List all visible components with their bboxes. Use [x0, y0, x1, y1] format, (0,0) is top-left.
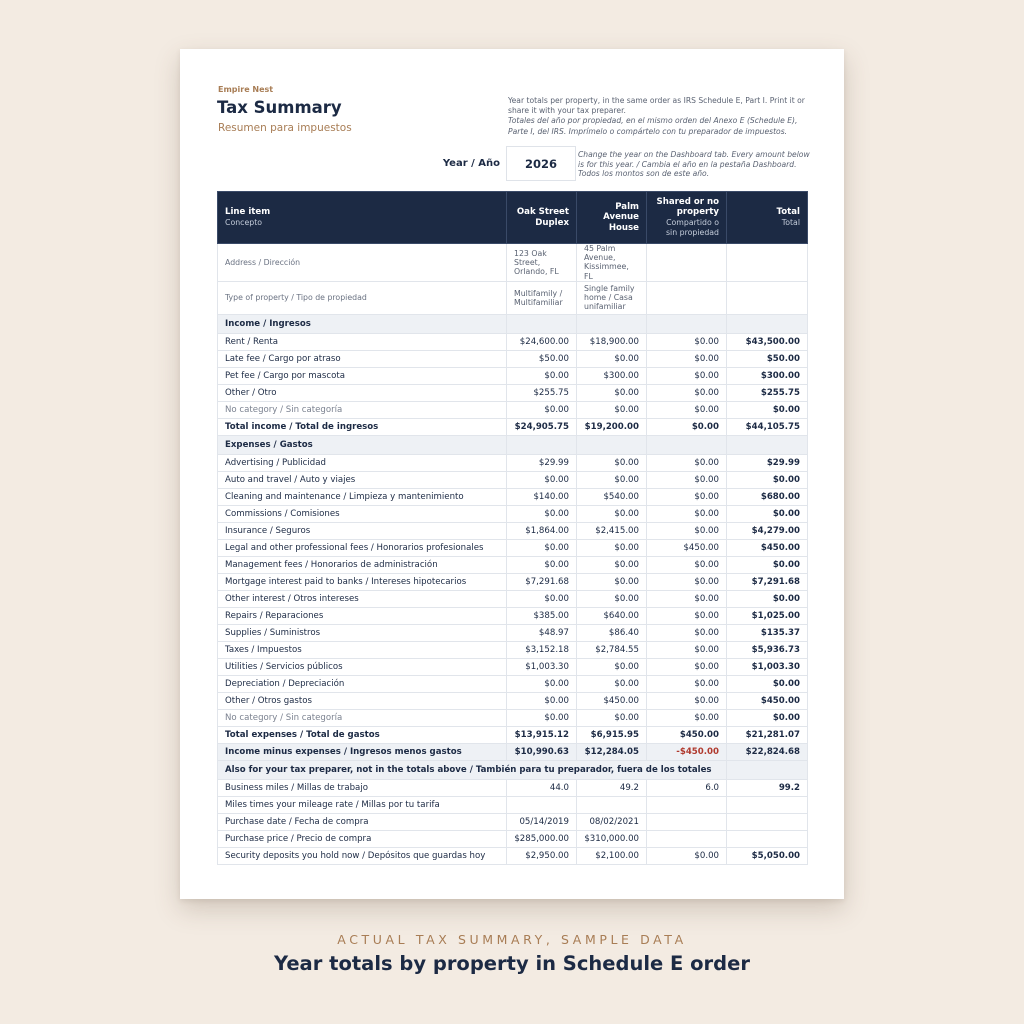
palm-avenue-value: $0.00: [577, 384, 647, 401]
brand-name: Empire Nest: [218, 85, 274, 94]
row-label: Supplies / Suministros: [218, 624, 507, 641]
year-value: 2026: [506, 146, 576, 181]
palm-avenue-value: $18,900.00: [577, 333, 647, 350]
shared-value: $0.00: [647, 454, 727, 471]
expense-row: [218, 675, 808, 692]
header-oak-street: [507, 192, 577, 244]
shared-value: $0.00: [647, 675, 727, 692]
header-sublabel: Total: [781, 217, 800, 227]
header-label: Palm Avenue House: [603, 201, 639, 233]
shared-value: $0.00: [647, 350, 727, 367]
shared-blank-cell: [647, 244, 727, 282]
oak-street-value: $0.00: [507, 539, 577, 556]
expense-row: [218, 454, 808, 471]
shared-blank-cell: [647, 281, 727, 314]
palm-avenue-value: $12,284.05: [577, 743, 647, 760]
total-value: $5,936.73: [727, 641, 808, 658]
header-line-item: [218, 192, 507, 244]
property-type-row: [218, 281, 808, 314]
oak-street-value: Multifamily / Multifamiliar: [507, 281, 577, 314]
expense-row: [218, 624, 808, 641]
income-row: [218, 384, 808, 401]
row-label: Purchase date / Fecha de compra: [218, 814, 507, 831]
row-label: No category / Sin categoría: [218, 709, 507, 726]
total-value: $44,105.75: [727, 418, 808, 435]
header-sublabel: Concepto: [225, 217, 263, 227]
shared-value: $0.00: [647, 692, 727, 709]
oak-street-value: $0.00: [507, 556, 577, 573]
palm-avenue-value: $0.00: [577, 471, 647, 488]
row-label: Legal and other professional fees / Honorarios profesionales: [218, 539, 507, 556]
total-value: $0.00: [727, 675, 808, 692]
expense-row: [218, 658, 808, 675]
palm-avenue-value: $0.00: [577, 454, 647, 471]
oak-street-value: $48.97: [507, 624, 577, 641]
total-value: $300.00: [727, 367, 808, 384]
intro-english: Year totals per property, in the same order as IRS Schedule E, Part I. Print it or share it with your tax preparer.: [508, 96, 805, 116]
row-label: Cleaning and maintenance / Limpieza y mantenimiento: [218, 488, 507, 505]
section-blank-cell: [727, 761, 808, 780]
preparer-extras-table: [217, 760, 808, 865]
shared-value: [647, 797, 727, 814]
palm-avenue-value: 45 Palm Avenue, Kissimmee, FL: [577, 244, 647, 282]
expense-row: [218, 709, 808, 726]
shared-value: $0.00: [647, 848, 727, 865]
oak-street-value: $0.00: [507, 471, 577, 488]
oak-street-value: $2,950.00: [507, 848, 577, 865]
section-blank-cell: [647, 435, 727, 454]
section-blank-cell: [577, 314, 647, 333]
oak-street-value: $0.00: [507, 401, 577, 418]
total-value: $29.99: [727, 454, 808, 471]
palm-avenue-value: $2,784.55: [577, 641, 647, 658]
footer-kicker: ACTUAL TAX SUMMARY, SAMPLE DATA: [337, 932, 687, 947]
row-label: Total income / Total de ingresos: [218, 418, 507, 435]
total-value: $0.00: [727, 471, 808, 488]
year-note: Change the year on the Dashboard tab. Every amount below is for this year. / Cambia el año en la pestaña Dashboard. Todos los montos son de este año.: [578, 150, 810, 179]
palm-avenue-value: $86.40: [577, 624, 647, 641]
section-blank-cell: [507, 314, 577, 333]
row-label: Type of property / Tipo de propiedad: [218, 281, 507, 314]
table-header-row: [218, 192, 808, 244]
section-blank-cell: [647, 314, 727, 333]
expense-row: [218, 471, 808, 488]
section-blank-cell: [577, 435, 647, 454]
palm-avenue-value: $300.00: [577, 367, 647, 384]
row-label: Auto and travel / Auto y viajes: [218, 471, 507, 488]
header-shared: [647, 192, 727, 244]
row-label: Late fee / Cargo por atraso: [218, 350, 507, 367]
header-label: Line item: [225, 207, 271, 217]
palm-avenue-value: Single family home / Casa unifamiliar: [577, 281, 647, 314]
shared-value: $0.00: [647, 709, 727, 726]
oak-street-value: $24,600.00: [507, 333, 577, 350]
palm-avenue-value: $6,915.95: [577, 726, 647, 743]
oak-street-value: $0.00: [507, 505, 577, 522]
oak-street-value: $7,291.68: [507, 573, 577, 590]
oak-street-value: 05/14/2019: [507, 814, 577, 831]
preparer-row: [218, 780, 808, 797]
expense-row: [218, 607, 808, 624]
oak-street-value: $0.00: [507, 692, 577, 709]
palm-avenue-value: $0.00: [577, 709, 647, 726]
income-row: [218, 401, 808, 418]
shared-value: $0.00: [647, 471, 727, 488]
shared-value: $0.00: [647, 658, 727, 675]
row-label: Total expenses / Total de gastos: [218, 726, 507, 743]
total-value: [727, 797, 808, 814]
palm-avenue-value: $0.00: [577, 556, 647, 573]
shared-value: $0.00: [647, 418, 727, 435]
oak-street-value: 44.0: [507, 780, 577, 797]
palm-avenue-value: $2,415.00: [577, 522, 647, 539]
row-label: Security deposits you hold now / Depósitos que guardas hoy: [218, 848, 507, 865]
intro-text: [508, 96, 810, 137]
total-value: $4,279.00: [727, 522, 808, 539]
oak-street-value: $0.00: [507, 590, 577, 607]
palm-avenue-value: [577, 797, 647, 814]
header-label: Shared or no property: [656, 196, 719, 217]
shared-value: -$450.00: [647, 743, 727, 760]
intro-spanish: Totales del año por propiedad, en el mismo orden del Anexo E (Schedule E), Parte I, del IRS. Imprímelo o compártelo con tu preparador de impuestos.: [508, 116, 798, 136]
expense-row: [218, 505, 808, 522]
row-label: Business miles / Millas de trabajo: [218, 780, 507, 797]
row-label: Commissions / Comisiones: [218, 505, 507, 522]
shared-value: $0.00: [647, 488, 727, 505]
oak-street-value: $3,152.18: [507, 641, 577, 658]
row-label: Income minus expenses / Ingresos menos gastos: [218, 743, 507, 760]
header-label: Oak Street Duplex: [516, 207, 569, 228]
palm-avenue-value: $540.00: [577, 488, 647, 505]
oak-street-value: $140.00: [507, 488, 577, 505]
total-value: $0.00: [727, 709, 808, 726]
oak-street-value: $0.00: [507, 367, 577, 384]
preparer-section-row: [218, 761, 808, 780]
section-blank-cell: [727, 435, 808, 454]
palm-avenue-value: $0.00: [577, 675, 647, 692]
oak-street-value: $285,000.00: [507, 831, 577, 848]
shared-value: [647, 831, 727, 848]
oak-street-value: 123 Oak Street, Orlando, FL: [507, 244, 577, 282]
oak-street-value: $0.00: [507, 709, 577, 726]
shared-value: [647, 814, 727, 831]
oak-street-value: $1,003.30: [507, 658, 577, 675]
address-row: [218, 244, 808, 282]
total-value: $1,025.00: [727, 607, 808, 624]
row-label: Utilities / Servicios públicos: [218, 658, 507, 675]
row-label: No category / Sin categoría: [218, 401, 507, 418]
total-value: $0.00: [727, 590, 808, 607]
palm-avenue-value: $310,000.00: [577, 831, 647, 848]
oak-street-value: $385.00: [507, 607, 577, 624]
row-label: Other / Otro: [218, 384, 507, 401]
shared-value: $450.00: [647, 539, 727, 556]
year-label: Year / Año: [442, 158, 500, 169]
expense-row: [218, 488, 808, 505]
preparer-row: [218, 831, 808, 848]
preparer-row: [218, 814, 808, 831]
expenses-section-row: [218, 435, 808, 454]
preparer-row: [218, 797, 808, 814]
total-value: $1,003.30: [727, 658, 808, 675]
preparer-row: [218, 848, 808, 865]
shared-value: $0.00: [647, 505, 727, 522]
header-palm-avenue: [577, 192, 647, 244]
shared-value: $0.00: [647, 607, 727, 624]
expense-row: [218, 573, 808, 590]
section-heading: Expenses / Gastos: [218, 435, 507, 454]
total-value: $680.00: [727, 488, 808, 505]
total-value: $5,050.00: [727, 848, 808, 865]
shared-value: $450.00: [647, 726, 727, 743]
row-label: Other / Otros gastos: [218, 692, 507, 709]
shared-value: $0.00: [647, 641, 727, 658]
income-row: [218, 350, 808, 367]
expense-row: [218, 522, 808, 539]
palm-avenue-value: $2,100.00: [577, 848, 647, 865]
total-value: $50.00: [727, 350, 808, 367]
expense-row: [218, 539, 808, 556]
oak-street-value: $29.99: [507, 454, 577, 471]
shared-value: $0.00: [647, 401, 727, 418]
palm-avenue-value: $0.00: [577, 573, 647, 590]
shared-value: $0.00: [647, 384, 727, 401]
total-value: $0.00: [727, 505, 808, 522]
total-value: $450.00: [727, 692, 808, 709]
footer-title: Year totals by property in Schedule E order: [274, 952, 750, 975]
row-label: Taxes / Impuestos: [218, 641, 507, 658]
section-blank-cell: [507, 435, 577, 454]
oak-street-value: $50.00: [507, 350, 577, 367]
row-label: Rent / Renta: [218, 333, 507, 350]
shared-value: $0.00: [647, 573, 727, 590]
section-heading: Income / Ingresos: [218, 314, 507, 333]
oak-street-value: $24,905.75: [507, 418, 577, 435]
section-blank-cell: [727, 314, 808, 333]
row-label: Advertising / Publicidad: [218, 454, 507, 471]
row-label: Mortgage interest paid to banks / Intereses hipotecarios: [218, 573, 507, 590]
total-value: $255.75: [727, 384, 808, 401]
total-value: $135.37: [727, 624, 808, 641]
palm-avenue-value: $0.00: [577, 350, 647, 367]
total-value: $7,291.68: [727, 573, 808, 590]
total-value: $0.00: [727, 556, 808, 573]
header-sublabel: Compartido o sin propiedad: [666, 217, 719, 237]
palm-avenue-value: $0.00: [577, 590, 647, 607]
shared-value: $0.00: [647, 590, 727, 607]
total-blank-cell: [727, 281, 808, 314]
income-row: [218, 333, 808, 350]
page-subtitle: Resumen para impuestos: [218, 122, 352, 134]
expenses-total-row: [218, 726, 808, 743]
shared-value: $0.00: [647, 624, 727, 641]
tax-summary-sheet: [180, 49, 844, 899]
header-total: [727, 192, 808, 244]
oak-street-value: [507, 797, 577, 814]
palm-avenue-value: $450.00: [577, 692, 647, 709]
shared-value: $0.00: [647, 333, 727, 350]
expense-row: [218, 556, 808, 573]
oak-street-value: $13,915.12: [507, 726, 577, 743]
row-label: Repairs / Reparaciones: [218, 607, 507, 624]
total-value: $21,281.07: [727, 726, 808, 743]
section-heading: Also for your tax preparer, not in the totals above / También para tu preparador, fuera de los totales: [218, 761, 727, 780]
tax-summary-table: [217, 191, 808, 761]
row-label: Depreciation / Depreciación: [218, 675, 507, 692]
shared-value: $0.00: [647, 522, 727, 539]
shared-value: 6.0: [647, 780, 727, 797]
expense-row: [218, 641, 808, 658]
row-label: Address / Dirección: [218, 244, 507, 282]
palm-avenue-value: $0.00: [577, 505, 647, 522]
total-value: $450.00: [727, 539, 808, 556]
total-value: $43,500.00: [727, 333, 808, 350]
oak-street-value: $10,990.63: [507, 743, 577, 760]
row-label: Purchase price / Precio de compra: [218, 831, 507, 848]
palm-avenue-value: $640.00: [577, 607, 647, 624]
total-value: $0.00: [727, 401, 808, 418]
row-label: Miles times your mileage rate / Millas por tu tarifa: [218, 797, 507, 814]
total-value: $22,824.68: [727, 743, 808, 760]
total-value: [727, 814, 808, 831]
row-label: Insurance / Seguros: [218, 522, 507, 539]
total-blank-cell: [727, 244, 808, 282]
palm-avenue-value: $0.00: [577, 658, 647, 675]
total-value: 99.2: [727, 780, 808, 797]
income-total-row: [218, 418, 808, 435]
palm-avenue-value: $0.00: [577, 539, 647, 556]
expense-row: [218, 692, 808, 709]
shared-value: $0.00: [647, 556, 727, 573]
palm-avenue-value: $19,200.00: [577, 418, 647, 435]
row-label: Other interest / Otros intereses: [218, 590, 507, 607]
expense-row: [218, 590, 808, 607]
palm-avenue-value: 08/02/2021: [577, 814, 647, 831]
page-title: Tax Summary: [217, 98, 342, 117]
row-label: Management fees / Honorarios de administración: [218, 556, 507, 573]
net-income-row: [218, 743, 808, 760]
row-label: Pet fee / Cargo por mascota: [218, 367, 507, 384]
header-label: Total: [776, 207, 800, 217]
shared-value: $0.00: [647, 367, 727, 384]
oak-street-value: $1,864.00: [507, 522, 577, 539]
income-section-row: [218, 314, 808, 333]
oak-street-value: $0.00: [507, 675, 577, 692]
palm-avenue-value: 49.2: [577, 780, 647, 797]
oak-street-value: $255.75: [507, 384, 577, 401]
total-value: [727, 831, 808, 848]
income-row: [218, 367, 808, 384]
palm-avenue-value: $0.00: [577, 401, 647, 418]
